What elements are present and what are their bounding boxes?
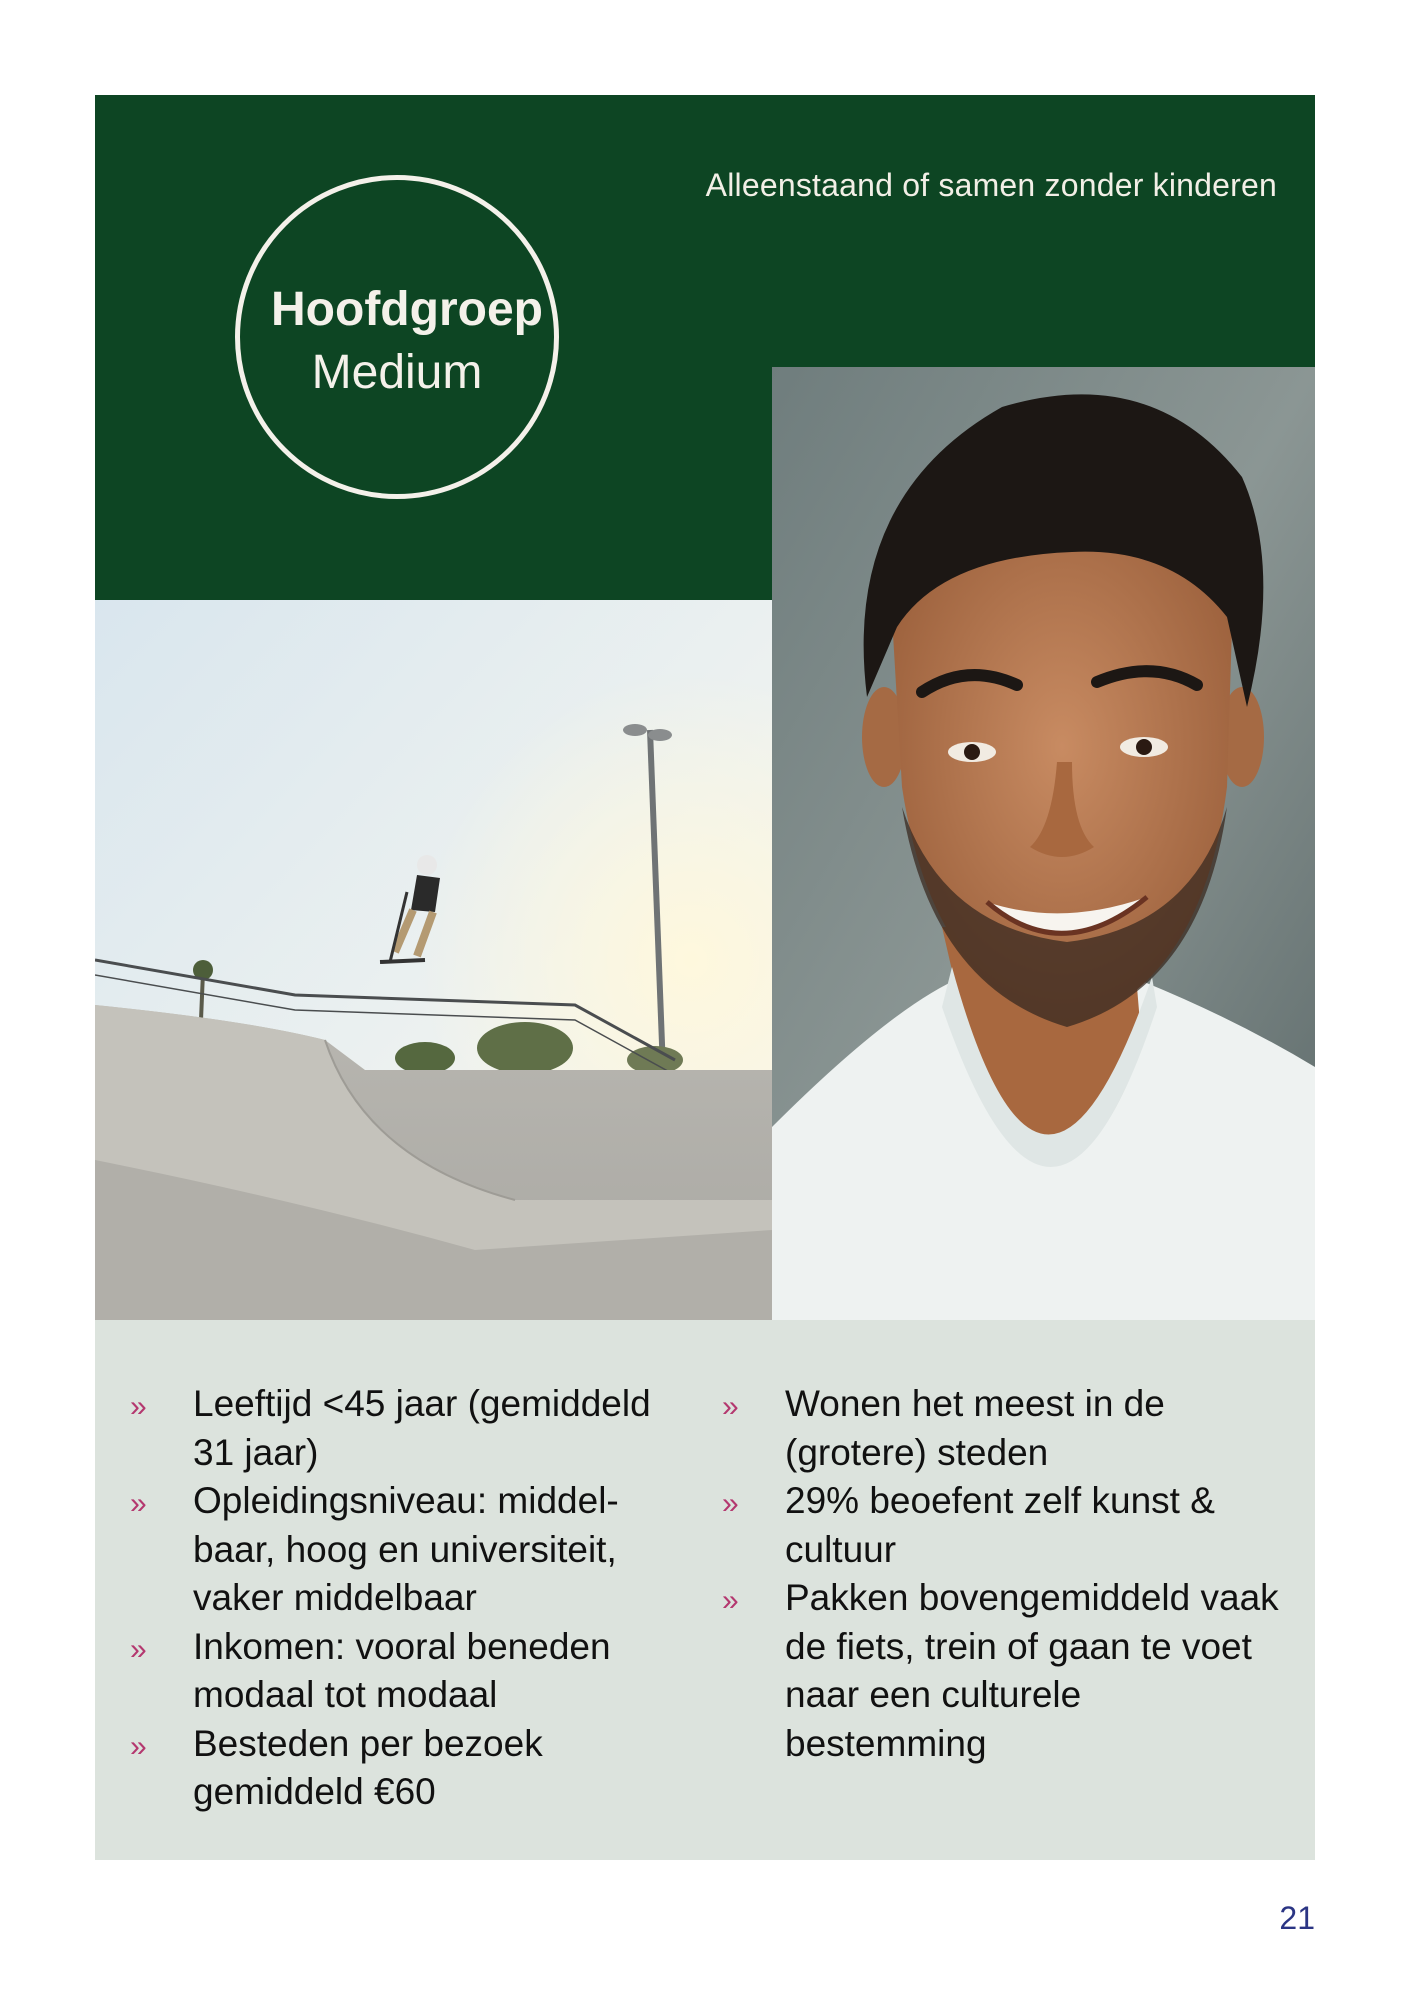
page-number: 21 (1279, 1900, 1315, 1936)
household-subtitle: Alleenstaand of samen zonder kinderen (705, 167, 1277, 203)
list-item (130, 1720, 690, 1817)
bullet-icon: » (130, 1729, 147, 1763)
persona-card (95, 95, 1315, 1860)
portrait-photo (772, 367, 1315, 1320)
group-badge (235, 175, 559, 499)
list-item (722, 1380, 1292, 1477)
facts-list-left (130, 1380, 690, 1817)
fact-text: Besteden per bezoek gemiddeld €60 (193, 1722, 543, 1812)
list-item (130, 1623, 690, 1720)
bullet-icon: » (722, 1584, 739, 1617)
badge-subtitle: Medium (311, 346, 483, 399)
bullet-icon: » (130, 1632, 147, 1666)
badge-title: Hoofdgroep (271, 283, 543, 336)
fact-text: Opleidingsniveau: middel-baar, hoog en universiteit, vaker middelbaar (193, 1480, 619, 1618)
fact-text: Inkomen: vooral beneden modaal tot modaal (193, 1625, 611, 1715)
list-item (130, 1380, 690, 1477)
bullet-icon: » (130, 1487, 147, 1520)
bullet-icon: » (722, 1487, 739, 1520)
list-item (130, 1477, 690, 1623)
facts-panel (95, 1320, 1315, 1860)
facts-list-right (722, 1380, 1292, 1768)
fact-text: Leeftijd <45 jaar (gemiddeld 31 jaar) (193, 1383, 651, 1473)
list-item (722, 1477, 1292, 1574)
fact-text: 29% beoefent zelf kunst & cultuur (785, 1480, 1215, 1570)
fact-text: Pakken bovengemiddeld vaak de fiets, trein of gaan te voet naar een culturele bestemming (785, 1577, 1279, 1764)
fact-text: Wonen het meest in de (grotere) steden (785, 1383, 1165, 1473)
skatepark-photo (95, 600, 772, 1320)
bullet-icon: » (722, 1390, 739, 1423)
bullet-icon: » (130, 1390, 147, 1423)
list-item (722, 1574, 1292, 1768)
